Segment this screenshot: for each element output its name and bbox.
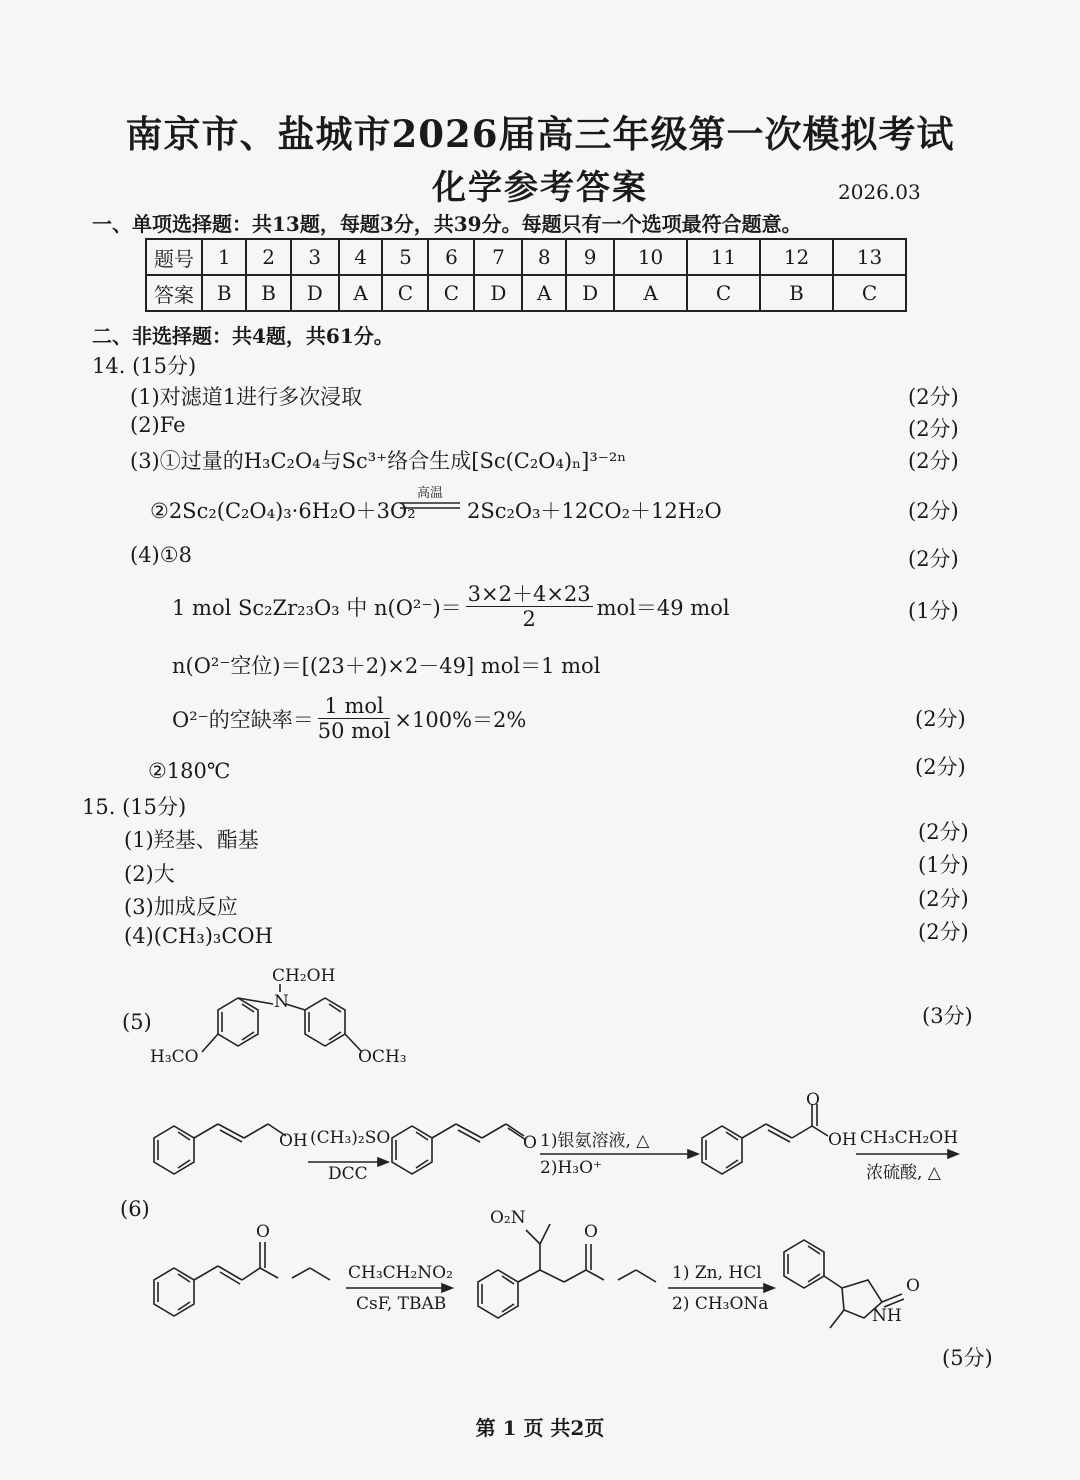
q14-item3-score: (2分) xyxy=(908,449,959,473)
q15-item2: (2)大 xyxy=(124,862,175,886)
answer-cell: C xyxy=(382,275,428,311)
question-number: 7 xyxy=(474,239,522,275)
r4-o: O xyxy=(256,1222,270,1242)
r3-oh: OH xyxy=(828,1130,857,1150)
answer-cell: D xyxy=(474,275,522,311)
question-number: 6 xyxy=(428,239,474,275)
answer-cell: C xyxy=(428,275,474,311)
section1-heading: 一、单项选择题：共13题，每题3分，共39分。每题只有一个选项最符合题意。 xyxy=(92,212,802,236)
q14-equation-right: 2Sc₂O₃＋12CO₂＋12H₂O xyxy=(467,499,722,523)
answer-table xyxy=(145,238,907,312)
answer-cell: B xyxy=(760,275,833,311)
exam-date: 2026.03 xyxy=(838,180,921,204)
q14-item4b-score: (2分) xyxy=(915,755,966,779)
q15-item2-score: (1分) xyxy=(918,853,969,877)
r4-reagent-above: CH₃CH₂NO₂ xyxy=(348,1263,453,1283)
question-number: 3 xyxy=(291,239,339,275)
r4-reagent-below: CsF, TBAB xyxy=(356,1294,447,1314)
s5-right-group: OCH₃ xyxy=(358,1047,407,1067)
q14-item3b-score: (2分) xyxy=(908,499,959,523)
q15-item1-score: (2分) xyxy=(918,820,969,844)
answer-cell: B xyxy=(202,275,246,311)
answer-cell: B xyxy=(246,275,290,311)
page-subtitle: 化学参考答案 xyxy=(432,168,648,208)
r2-reagent-below: 2)H₃O⁺ xyxy=(540,1158,602,1178)
q15-item4: (4)(CH₃)₃COH xyxy=(124,924,273,948)
question-number: 1 xyxy=(202,239,246,275)
calc3-fraction xyxy=(318,694,391,743)
q15-item4-score: (2分) xyxy=(918,920,969,944)
q14-item2-score: (2分) xyxy=(908,417,959,441)
answer-cell: C xyxy=(687,275,760,311)
equal-sign-arrow xyxy=(400,500,460,512)
row-label-question: 题号 xyxy=(146,239,202,275)
page-footer: 第 1 页 共2页 xyxy=(475,1416,605,1440)
r6-o: O xyxy=(906,1276,920,1296)
r3-reagent-above: CH₃CH₂OH xyxy=(860,1128,959,1148)
calc3-numerator: 1 mol xyxy=(318,694,391,719)
q14-item2: (2)Fe xyxy=(130,413,186,437)
r2-o: O xyxy=(523,1133,537,1153)
calc1-denominator: 2 xyxy=(522,607,536,631)
q14-item3: (3)①过量的H₃C₂O₄与Sc³⁺络合生成[Sc(C₂O₄)ₙ]³⁻²ⁿ xyxy=(130,449,627,473)
section2-heading: 二、非选择题：共4题，共61分。 xyxy=(92,324,394,348)
question-number: 4 xyxy=(339,239,383,275)
q14-item1-score: (2分) xyxy=(908,385,959,409)
s5-left-group: H₃CO xyxy=(150,1047,199,1067)
question-number: 9 xyxy=(566,239,614,275)
r3-reagent-below: 浓硫酸, △ xyxy=(866,1163,941,1183)
r3-o: O xyxy=(806,1090,820,1110)
q14-item1: (1)对滤道1进行多次浸取 xyxy=(130,385,363,409)
calc3-suffix: ×100%＝2% xyxy=(394,707,527,732)
calc1-fraction xyxy=(466,582,593,631)
r5-reagent-below: 2) CH₃ONa xyxy=(672,1294,769,1314)
answer-cell: D xyxy=(566,275,614,311)
answer-cell: A xyxy=(339,275,383,311)
q14-item4-score: (2分) xyxy=(908,547,959,571)
question-number: 2 xyxy=(246,239,290,275)
q14-equation-left: ②2Sc₂(C₂O₄)₃·6H₂O＋3O₂ xyxy=(150,499,416,523)
q14-label: 14. (15分) xyxy=(92,354,197,378)
s5-n: N xyxy=(274,992,289,1012)
q15-item6-score: (5分) xyxy=(942,1346,993,1370)
q15-item1: (1)羟基、酯基 xyxy=(124,828,259,852)
page-title: 南京市、盐城市2026届高三年级第一次模拟考试 xyxy=(125,112,955,156)
calc3-prefix: O²⁻的空缺率＝ xyxy=(172,707,314,732)
q15-label: 15. (15分) xyxy=(82,795,187,819)
r6-nh: NH xyxy=(872,1306,902,1326)
question-number: 5 xyxy=(382,239,428,275)
q15-item5-label: (5) xyxy=(122,1010,152,1034)
q14-calc1 xyxy=(172,582,730,631)
q15-item5-score: (3分) xyxy=(922,1004,973,1028)
q14-item4: (4)①8 xyxy=(130,543,192,567)
r5-reagent-above: 1) Zn, HCl xyxy=(672,1263,762,1283)
answer-cell: A xyxy=(614,275,687,311)
s5-ch2oh: CH₂OH xyxy=(272,966,336,986)
question-number: 11 xyxy=(687,239,760,275)
r2-reagent-above: 1)银氨溶液, △ xyxy=(540,1131,650,1151)
answer-cell: A xyxy=(522,275,566,311)
question-number: 13 xyxy=(833,239,906,275)
calc3-denominator: 50 mol xyxy=(317,719,391,743)
r1-reagent-below: DCC xyxy=(328,1164,368,1184)
answer-row xyxy=(146,275,906,311)
r1-oh: OH xyxy=(279,1131,308,1151)
question-number: 10 xyxy=(614,239,687,275)
q14-calc3-score: (2分) xyxy=(915,707,966,731)
q15-item3: (3)加成反应 xyxy=(124,895,238,919)
q14-calc3 xyxy=(172,694,526,743)
calc1-prefix: 1 mol Sc₂Zr₂₃O₃ 中 n(O²⁻)＝ xyxy=(172,595,462,620)
reaction-condition: 高温 xyxy=(416,486,443,501)
answer-cell: D xyxy=(291,275,339,311)
question-number: 8 xyxy=(522,239,566,275)
r5-no2: O₂N xyxy=(490,1208,526,1228)
r1-reagent-above: (CH₃)₂SO xyxy=(310,1128,391,1148)
q14-calc1-score: (1分) xyxy=(908,599,959,623)
q14-item4b: ②180℃ xyxy=(148,759,231,783)
q14-calc2: n(O²⁻空位)＝[(23＋2)×2－49] mol＝1 mol xyxy=(172,654,601,678)
q15-item6-label: (6) xyxy=(120,1197,150,1221)
question-number-row xyxy=(146,239,906,275)
q15-item3-score: (2分) xyxy=(918,887,969,911)
calc1-suffix: mol＝49 mol xyxy=(596,595,730,620)
row-label-answer: 答案 xyxy=(146,275,202,311)
question-number: 12 xyxy=(760,239,833,275)
answer-cell: C xyxy=(833,275,906,311)
calc1-numerator: 3×2＋4×23 xyxy=(467,582,591,606)
r5-o: O xyxy=(584,1222,598,1242)
